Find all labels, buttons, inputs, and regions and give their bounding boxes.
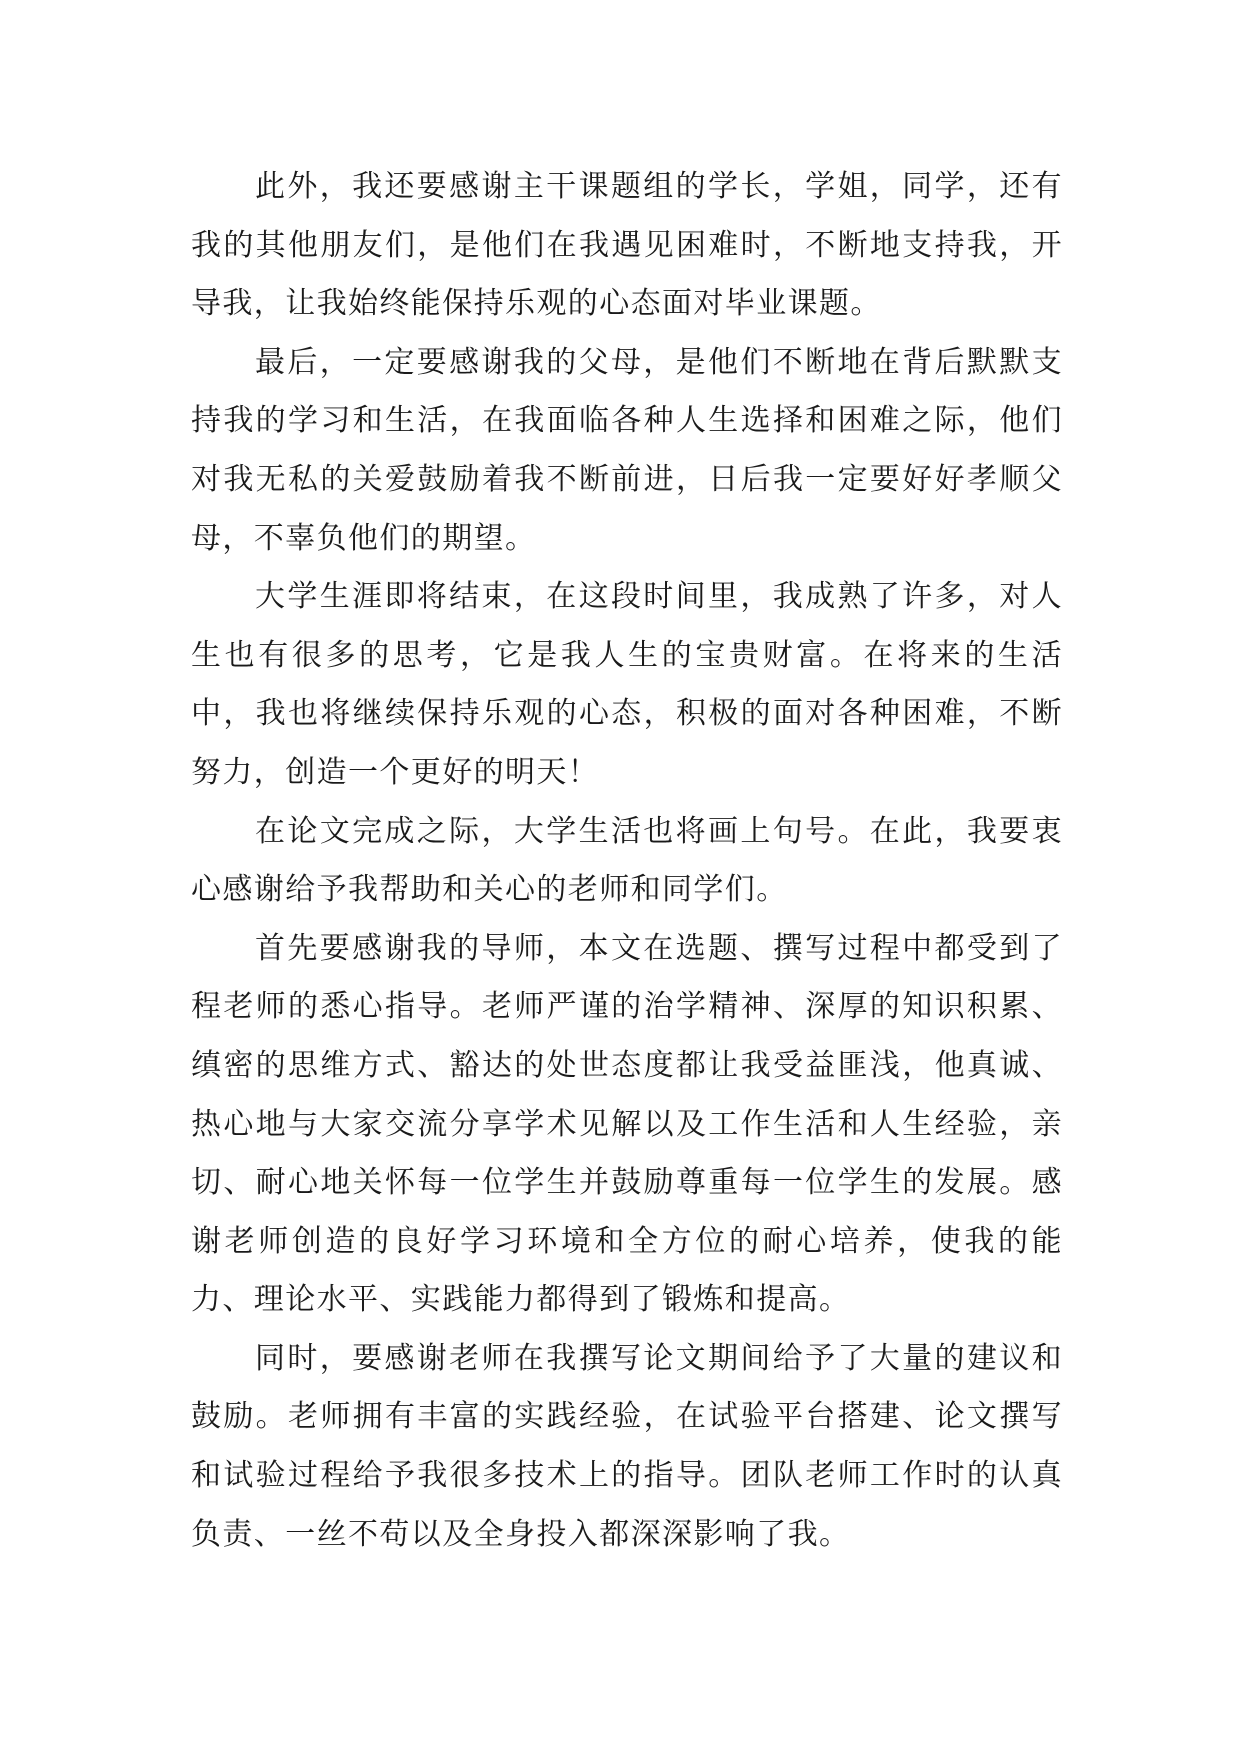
body-text — [191, 158, 1063, 1564]
paragraph-thanks-parents: 最后，一定要感谢我的父母，是他们不断地在背后默默支持我的学习和生活，在我面临各种人生选择和困难之际，他们对我无私的关爱鼓励着我不断前进，日后我一定要好好孝顺父母，不辜负他们的期望。 — [191, 344, 1063, 556]
paragraph-thanks-advisor: 首先要感谢我的导师，本文在选题、撰写过程中都受到了程老师的悉心指导。老师严谨的治学精神、深厚的知识积累、缜密的思维方式、豁达的处世态度都让我受益匪浅，他真诚、热心地与大家交流分享学术见解以及工作生活和人生经验，亲切、耐心地关怀每一位学生并鼓励尊重每一位学生的发展。感谢老师创造的良好学习环境和全方位的耐心培养，使我的能力、理论水平、实践能力都得到了锻炼和提高。 — [191, 930, 1063, 1318]
paragraph-thanks-team: 同时，要感谢老师在我撰写论文期间给予了大量的建议和鼓励。老师拥有丰富的实践经验，在试验平台搭建、论文撰写和试验过程给予我很多技术上的指导。团队老师工作时的认真负责、一丝不苟以及全身投入都深深影响了我。 — [191, 1340, 1063, 1552]
paragraph-thanks-friends: 此外，我还要感谢主干课题组的学长，学姐，同学，还有我的其他朋友们，是他们在我遇见困难时，不断地支持我，开导我，让我始终能保持乐观的心态面对毕业课题。 — [191, 169, 1063, 322]
paragraph-university-life: 大学生涯即将结束，在这段时间里，我成熟了许多，对人生也有很多的思考，它是我人生的宝贵财富。在将来的生活中，我也将继续保持乐观的心态，积极的面对各种困难，不断努力，创造一个更好的明天！ — [191, 579, 1063, 790]
paragraph-thesis-completion: 在论文完成之际，大学生活也将画上句号。在此，我要衷心感谢给予我帮助和关心的老师和同学们。 — [191, 813, 1063, 908]
